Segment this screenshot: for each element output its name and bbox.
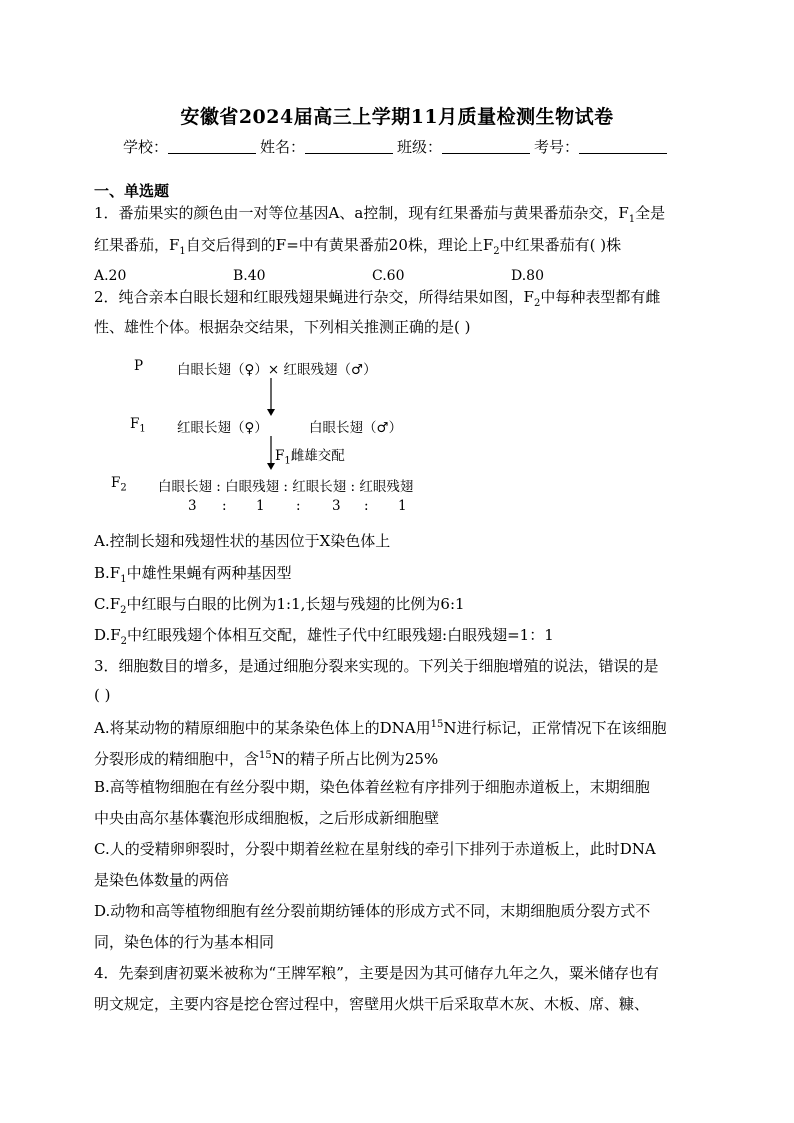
school-label: 学校： bbox=[122, 138, 168, 156]
p-label: P bbox=[134, 358, 144, 374]
class-label: 班级： bbox=[397, 138, 443, 156]
name-label: 姓名： bbox=[259, 138, 305, 156]
q2-option-c[interactable] bbox=[94, 593, 465, 622]
q2-option-b[interactable] bbox=[94, 562, 292, 591]
f1-cross-note bbox=[275, 444, 345, 467]
q3-option-b-line1[interactable]: B.高等植物细胞在有丝分裂中期，染色体着丝粒有序排列于细胞赤道板上，末期细胞 bbox=[94, 778, 650, 796]
q1-text-e: 中红果番茄有( )株 bbox=[499, 236, 622, 254]
name-blank[interactable] bbox=[305, 139, 393, 154]
q2-d-text-b: 中红眼残翅个体相互交配，雄性子代中红眼残翅:白眼残翅=1：1 bbox=[127, 626, 554, 644]
q1-text-a: 1．番茄果实的颜色由一对等位基因A、a控制，现有红果番茄与黄果番茄杂交，F bbox=[94, 204, 629, 222]
q2-d-text-a: D.F bbox=[94, 626, 121, 644]
f2-sub: 2 bbox=[120, 482, 127, 494]
q2-b-text-b: 中雄性果蝇有两种基因型 bbox=[126, 564, 292, 582]
school-blank[interactable] bbox=[168, 139, 256, 154]
f1-sub: 1 bbox=[139, 423, 146, 435]
q3-a2-text-b: N的精子所占比例为25% bbox=[271, 750, 439, 768]
f2-ratio-3: 3 bbox=[332, 498, 341, 514]
arrow-down-icon bbox=[266, 378, 276, 416]
q2-text-a: 2．纯合亲本白眼长翅和红眼残翅果蝇进行杂交，所得结果如图，F bbox=[94, 288, 534, 306]
q2-line2: 性、雄性个体。根据杂交结果，下列相关推测正确的是( ) bbox=[94, 318, 471, 336]
q3-a-sup: 15 bbox=[430, 719, 444, 730]
q1-sub: 1 bbox=[628, 214, 636, 225]
f2-ratio-2: 1 bbox=[256, 498, 265, 514]
f1-letter: F bbox=[130, 416, 140, 432]
q2-sub: 2 bbox=[533, 298, 541, 309]
page-title: 安徽省2024届高三上学期11月质量检测生物试卷 bbox=[180, 106, 614, 128]
q1-line1 bbox=[94, 202, 665, 231]
q3-a2-text-a: 分裂形成的精细胞中，含 bbox=[94, 750, 260, 768]
q1-text-c: 红果番茄，F bbox=[94, 236, 180, 254]
q3-option-c-line2: 是染色体数量的两倍 bbox=[94, 871, 230, 889]
p-cross: 白眼长翅（♀）× 红眼残翅（♂） bbox=[177, 362, 377, 378]
q1-option-d[interactable]: D.80 bbox=[511, 268, 544, 284]
q3-option-a-line1[interactable] bbox=[94, 714, 666, 739]
q3-line1: 3．细胞数目的增多，是通过细胞分裂来实现的。下列关于细胞增殖的说法，错误的是 bbox=[94, 657, 659, 675]
section-heading: 一、单选题 bbox=[94, 182, 170, 200]
q2-option-a[interactable]: A.控制长翅和残翅性状的基因位于X染色体上 bbox=[94, 532, 391, 550]
q1-line2 bbox=[94, 234, 621, 263]
q3-line2: ( ) bbox=[94, 686, 111, 704]
f2-ratio-sep-3: : bbox=[364, 498, 369, 514]
q3-a-text-a: A.将某动物的精原细胞中的某条染色体上的DNA用 bbox=[94, 719, 431, 737]
f2-label bbox=[111, 475, 127, 494]
q1-text-b: 全是 bbox=[635, 204, 666, 222]
student-info-row bbox=[0, 136, 794, 157]
cross-note-letter: F bbox=[275, 448, 285, 464]
q2-text-b: 中每种表型都有雌 bbox=[540, 288, 661, 306]
q3-option-a-line2 bbox=[94, 745, 438, 770]
q1-sub3: 2 bbox=[493, 246, 500, 257]
f2-phenotypes: 白眼长翅 : 白眼残翅 : 红眼长翅 : 红眼残翅 bbox=[158, 479, 414, 495]
f2-ratio-sep-1: : bbox=[222, 498, 227, 514]
q1-text-d: 自交后得到的F=中有黄果番茄20株，理论上F bbox=[185, 236, 494, 254]
f2-ratio-sep-2: : bbox=[296, 498, 301, 514]
class-blank[interactable] bbox=[442, 139, 530, 154]
q3-a-text-b: N进行标记，正常情况下在该细胞 bbox=[443, 719, 667, 737]
q2-c-sub: 2 bbox=[120, 605, 127, 616]
q1-option-a[interactable]: A.20 bbox=[94, 268, 127, 284]
q2-c-text-b: 中红眼与白眼的比例为1:1,长翅与残翅的比例为6:1 bbox=[126, 595, 465, 613]
number-blank[interactable] bbox=[579, 139, 667, 154]
q4-line2: 明文规定，主要内容是挖仓窖过程中，窖壁用火烘干后采取草木灰、木板、席、糠、 bbox=[94, 995, 650, 1013]
q1-option-b[interactable]: B.40 bbox=[233, 268, 266, 284]
q3-option-b-line2: 中央由高尔基体囊泡形成细胞板，之后形成新细胞壁 bbox=[94, 809, 440, 827]
f1-female: 红眼长翅（♀） bbox=[177, 420, 268, 436]
f1-label bbox=[130, 416, 146, 435]
q4-line1: 4．先秦到唐初粟米被称为“王牌军粮”，主要是因为其可储存九年之久，粟米储存也有 bbox=[94, 964, 659, 982]
cross-note-sub: 1 bbox=[284, 455, 291, 467]
q2-b-sub: 1 bbox=[120, 574, 127, 585]
f1-male: 白眼长翅（♂） bbox=[309, 420, 403, 436]
number-label: 考号： bbox=[534, 138, 580, 156]
f2-ratio-4: 1 bbox=[398, 498, 407, 514]
f2-ratio-1: 3 bbox=[188, 498, 197, 514]
q3-option-d-line1[interactable]: D.动物和高等植物细胞有丝分裂前期纺锤体的形成方式不同，末期细胞质分裂方式不 bbox=[94, 902, 651, 920]
f2-letter: F bbox=[111, 475, 121, 491]
q1-option-c[interactable]: C.60 bbox=[372, 268, 405, 284]
q2-line1 bbox=[94, 286, 660, 315]
q3-a2-sup: 15 bbox=[259, 750, 272, 761]
q3-option-c-line1[interactable]: C.人的受精卵卵裂时，分裂中期着丝粒在星射线的牵引下排列于赤道板上，此时DNA bbox=[94, 840, 656, 858]
q1-sub2: 1 bbox=[179, 246, 186, 257]
cross-note-text: 雌雄交配 bbox=[290, 448, 345, 464]
q2-option-d[interactable] bbox=[94, 624, 554, 653]
q3-option-d-line2: 同，染色体的行为基本相同 bbox=[94, 933, 275, 951]
q2-b-text-a: B.F bbox=[94, 564, 121, 582]
q2-d-sub: 2 bbox=[120, 636, 128, 647]
q2-c-text-a: C.F bbox=[94, 595, 121, 613]
